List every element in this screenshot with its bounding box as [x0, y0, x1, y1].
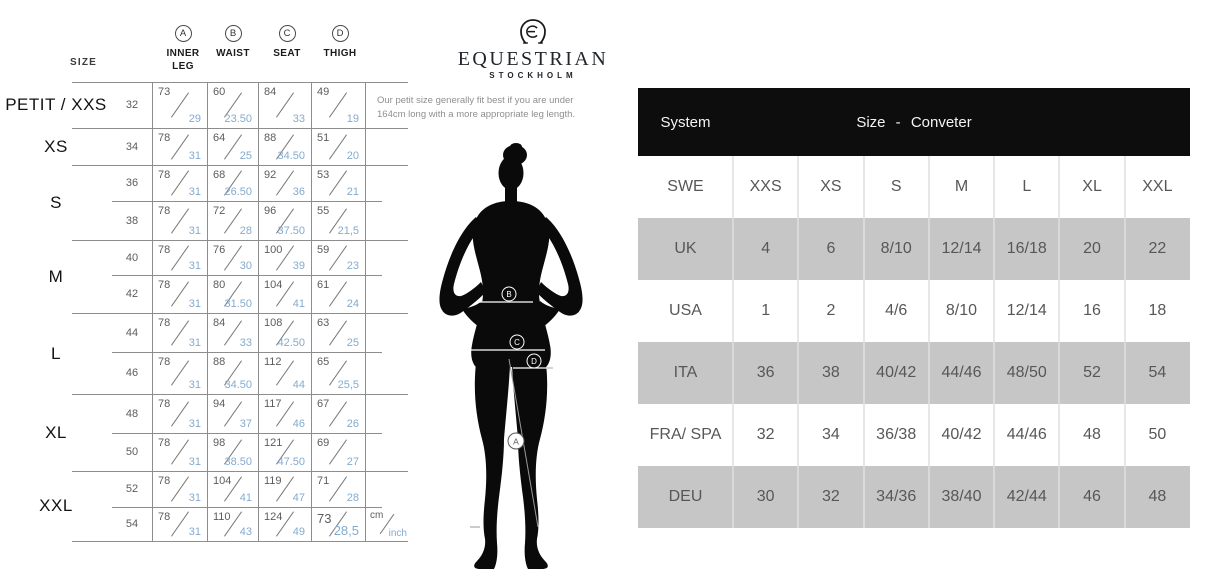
inch-value: 34.50 [224, 379, 252, 391]
grid-vline [365, 82, 366, 541]
converter-value: 4/6 [885, 302, 908, 319]
cm-value: 121 [264, 437, 283, 449]
inch-value: 25 [239, 150, 252, 162]
horseshoe-e-icon [519, 18, 547, 46]
measurement-cell [311, 165, 365, 201]
fraction-slash [170, 320, 188, 345]
inch-value: 26.50 [224, 186, 252, 198]
column-letter-badge: D [332, 25, 349, 42]
fraction-slash [275, 170, 293, 195]
cm-value: 73 [317, 511, 332, 526]
cm-value: 51 [317, 132, 330, 144]
converter-value: 40/42 [876, 364, 917, 381]
measurement-cell [258, 433, 311, 471]
measurement-cell [311, 471, 365, 507]
inch-value: 36 [292, 186, 305, 198]
inch-value: 33 [292, 113, 305, 125]
converter-value: 32 [822, 488, 840, 505]
converter-value: 50 [1148, 426, 1167, 443]
cm-value: 78 [158, 279, 171, 291]
inch-value: 31 [188, 526, 201, 538]
measurement-cell [258, 165, 311, 201]
petit-size-note: Our petit size generally fit best if you are under 164cm long with a more appropriate leg length. [377, 95, 576, 120]
measurement-cell [152, 275, 207, 313]
cm-value: 78 [158, 356, 171, 368]
cm-value: 71 [317, 475, 330, 487]
inch-value: 30 [239, 260, 252, 272]
system-label: SWE [667, 178, 704, 195]
converter-row [638, 342, 1190, 404]
numeric-size: 44 [125, 326, 139, 339]
measurement-cell [258, 128, 311, 165]
measurement-cell [258, 275, 311, 313]
measurement-cell [258, 240, 311, 275]
converter-value: 48 [1148, 488, 1167, 505]
cm-value: 73 [158, 86, 171, 98]
measurement-cell [311, 352, 365, 394]
numeric-size: 40 [125, 251, 139, 264]
cm-value: 92 [264, 169, 277, 181]
fraction-slash [170, 170, 188, 195]
size-column-title: SIZE [70, 57, 98, 68]
converter-value: XXS [749, 178, 782, 195]
cm-value: 124 [264, 511, 283, 523]
inch-value: 39 [292, 260, 305, 272]
measurement-cell [258, 507, 311, 541]
inch-value: 31 [188, 150, 201, 162]
fraction-slash [329, 476, 347, 501]
inch-value: 31 [188, 260, 201, 272]
fraction-slash [329, 134, 347, 159]
inch-value: 21,5 [337, 225, 359, 237]
column-label: SEAT [273, 48, 301, 59]
unit-cm-label: cm [370, 510, 384, 521]
inch-value: 21 [346, 186, 359, 198]
inch-value: 41 [239, 492, 252, 504]
inch-value: 37.50 [277, 225, 305, 237]
cm-value: 112 [264, 356, 282, 368]
fraction-slash [329, 245, 347, 270]
cm-value: 84 [264, 86, 277, 98]
measurement-cell [207, 433, 258, 471]
column-letter-badge: C [279, 25, 296, 42]
cm-value: 67 [317, 398, 330, 410]
measurement-cell [207, 240, 258, 275]
measurement-cell [207, 394, 258, 433]
converter-value: 34/36 [876, 488, 917, 505]
converter-value: 1 [761, 302, 771, 319]
inch-value: 26 [346, 418, 359, 430]
measurement-cell [207, 507, 258, 541]
inch-value: 47.50 [277, 456, 305, 468]
cm-value: 72 [213, 205, 226, 217]
cm-value: 53 [317, 169, 330, 181]
numeric-size: 34 [125, 140, 139, 153]
measurement-cell [207, 471, 258, 507]
cm-value: 104 [213, 475, 232, 487]
inch-value: 31 [188, 456, 201, 468]
measurement-cell [152, 394, 207, 433]
inch-value: 25 [346, 337, 359, 349]
fraction-slash [329, 170, 347, 195]
marker-b-letter: B [506, 290, 512, 299]
column-label: INNER LEG [166, 48, 200, 72]
fraction-slash [170, 476, 188, 501]
size-group-label: XXL [39, 496, 73, 515]
inch-value: 28 [346, 492, 359, 504]
converter-value: 16 [1083, 302, 1101, 319]
converter-value: 38/40 [941, 488, 982, 505]
measurement-cell [152, 128, 207, 165]
converter-value: 52 [1083, 364, 1101, 381]
measurement-cell [152, 471, 207, 507]
cm-value: 64 [213, 132, 226, 144]
measurement-cell [311, 201, 365, 240]
converter-value: 22 [1148, 240, 1167, 257]
fraction-slash [329, 92, 347, 117]
fraction-slash [170, 208, 188, 233]
converter-value: 42/44 [1006, 488, 1047, 505]
measurement-cell [207, 128, 258, 165]
converter-value: L [1022, 178, 1032, 195]
inch-value: 37 [239, 418, 252, 430]
inch-value: 43 [239, 526, 252, 538]
measurement-cell [258, 201, 311, 240]
numeric-size: 52 [125, 483, 139, 495]
measurement-cell [207, 352, 258, 394]
inch-value: 24 [346, 298, 359, 310]
inch-value: 25,5 [337, 379, 359, 391]
converter-value: 36/38 [876, 426, 917, 443]
numeric-size: 48 [125, 407, 139, 420]
measurement-cell [258, 394, 311, 433]
measurement-cell [207, 165, 258, 201]
converter-value: 16/18 [1006, 240, 1047, 257]
converter-value: 38 [822, 364, 840, 381]
converter-value: 48 [1083, 426, 1101, 443]
cm-value: 78 [158, 205, 171, 217]
converter-value: 54 [1148, 364, 1167, 381]
size-group-label: XS [44, 136, 68, 156]
fraction-slash [329, 320, 347, 345]
converter-value: 6 [826, 240, 836, 257]
inch-value: 29 [188, 113, 201, 125]
converter-header-bar [638, 88, 1190, 156]
converter-system-heading: System [660, 113, 711, 131]
converter-value: 20 [1083, 240, 1101, 257]
inch-value: 44 [292, 379, 305, 391]
cm-value: 65 [317, 356, 330, 368]
cm-value: 49 [317, 86, 330, 98]
measurement-cell [258, 471, 311, 507]
measurement-cell [258, 82, 311, 128]
cm-value: 100 [264, 244, 283, 256]
cm-value: 78 [158, 169, 171, 181]
cm-value: 78 [158, 244, 171, 256]
measurement-cell [311, 82, 365, 128]
numeric-size: 46 [125, 367, 139, 379]
converter-value: 4 [761, 240, 771, 257]
cm-value: 108 [264, 317, 283, 329]
column-letter-badge: A [175, 25, 192, 42]
cm-value: 96 [264, 205, 277, 217]
cm-value: 94 [213, 398, 226, 410]
fraction-slash [170, 92, 188, 117]
cm-value: 69 [317, 437, 330, 449]
size-group-label: XL [45, 422, 67, 442]
converter-value: S [890, 178, 902, 195]
inch-value: 31 [188, 186, 201, 198]
cm-value: 84 [213, 317, 226, 329]
cm-value: 61 [317, 279, 330, 291]
fraction-slash [170, 245, 188, 270]
unit-legend-cell [365, 507, 409, 541]
converter-value: 44/46 [941, 364, 982, 381]
measurement-cell [207, 82, 258, 128]
converter-value: M [954, 178, 969, 195]
column-label: THIGH [323, 48, 357, 59]
cm-value: 110 [213, 511, 231, 523]
cm-value: 59 [317, 244, 330, 256]
converter-value: 8/10 [945, 302, 978, 319]
converter-value: 40/42 [941, 426, 982, 443]
numeric-size: 54 [125, 518, 139, 530]
inch-value: 31 [188, 492, 201, 504]
measurement-cell [207, 201, 258, 240]
fraction-slash [170, 511, 188, 536]
converter-value: 32 [756, 426, 775, 443]
converter-value: 12/14 [941, 240, 982, 257]
column-letter-badge: B [225, 25, 242, 42]
measurement-cell [152, 352, 207, 394]
measurement-cell [152, 201, 207, 240]
converter-value: XS [820, 178, 842, 195]
cm-value: 117 [264, 398, 282, 410]
measurement-cell [152, 240, 207, 275]
converter-value: XXL [1142, 178, 1173, 195]
numeric-size: 42 [125, 288, 139, 300]
inch-value: 46 [292, 418, 305, 430]
inch-value: 20 [346, 150, 359, 162]
converter-value: 2 [826, 302, 836, 319]
inch-value: 41 [292, 298, 305, 310]
measurement-cell [311, 128, 365, 165]
converter-value: 44/46 [1006, 426, 1047, 443]
inch-value: 19 [346, 113, 359, 125]
converter-value: 8/10 [880, 240, 912, 257]
inch-value: 33 [239, 337, 252, 349]
cm-value: 80 [213, 279, 226, 291]
inch-value: 31 [188, 418, 201, 430]
converter-row [638, 280, 1190, 342]
measurement-cell [207, 313, 258, 352]
inch-value: 31 [188, 379, 201, 391]
inch-value: 49 [292, 526, 305, 538]
inch-value: 31 [188, 298, 201, 310]
measurement-cell [152, 82, 207, 128]
converter-value: 46 [1083, 488, 1101, 505]
measurement-cell [258, 352, 311, 394]
fraction-slash [329, 439, 347, 464]
size-group-label: M [48, 266, 64, 286]
inch-value: 34.50 [277, 150, 305, 162]
numeric-size: 32 [125, 99, 139, 111]
numeric-size: 36 [125, 177, 139, 189]
inch-value: 23 [346, 260, 359, 272]
cm-value: 68 [213, 169, 226, 181]
measurement-cell [311, 275, 365, 313]
fraction-slash [170, 401, 188, 426]
measurement-cell [152, 313, 207, 352]
cm-value: 104 [264, 279, 283, 291]
cm-value: 78 [158, 511, 171, 523]
measurement-cell [311, 433, 365, 471]
inch-value: 31.50 [224, 298, 252, 310]
cm-value: 119 [264, 475, 282, 487]
system-label: USA [669, 302, 702, 319]
measurement-cell [152, 165, 207, 201]
fraction-slash [170, 134, 188, 159]
fraction-slash [329, 401, 347, 426]
numeric-size: 38 [125, 214, 139, 227]
cm-value: 98 [213, 437, 226, 449]
size-group-label: L [51, 343, 61, 363]
cm-value: 78 [158, 132, 171, 144]
converter-value: 34 [822, 426, 840, 443]
fraction-slash [170, 360, 188, 385]
silhouette-shapes [439, 143, 582, 569]
cm-value: 78 [158, 317, 171, 329]
measurement-cell [311, 313, 365, 352]
inch-value: 28,5 [333, 523, 359, 538]
cm-value: 76 [213, 244, 226, 256]
fraction-slash [170, 439, 188, 464]
marker-c-letter: C [514, 338, 520, 347]
converter-row [638, 466, 1190, 528]
fraction-slash [329, 281, 347, 306]
fraction-slash [275, 92, 293, 117]
converter-value: 18 [1148, 302, 1167, 319]
cm-value: 55 [317, 205, 330, 217]
system-label: ITA [673, 364, 698, 381]
converter-value: XL [1082, 178, 1102, 195]
grid-hline-major [72, 541, 408, 542]
measurement-cell [152, 507, 207, 541]
converter-value: 48/50 [1006, 364, 1047, 381]
system-label: UK [674, 240, 697, 257]
marker-a [508, 433, 524, 449]
cm-value: 88 [213, 356, 226, 368]
system-label: FRA/ SPA [649, 426, 722, 443]
measurement-cell [311, 507, 365, 541]
measurement-cell [207, 275, 258, 313]
cm-value: 78 [158, 398, 171, 410]
inch-value: 23.50 [224, 113, 252, 125]
fraction-slash [170, 281, 188, 306]
measurement-cell [152, 433, 207, 471]
converter-row [638, 404, 1190, 466]
converter-value: 36 [756, 364, 775, 381]
body-silhouette-figure [430, 143, 590, 575]
system-label: DEU [668, 488, 703, 505]
cm-value: 88 [264, 132, 277, 144]
converter-row [638, 218, 1190, 280]
measurement-cell [258, 313, 311, 352]
cm-value: 78 [158, 475, 171, 487]
measurement-cell [311, 240, 365, 275]
size-group-label: S [50, 192, 62, 212]
numeric-size: 50 [125, 446, 139, 458]
unit-inch-label: inch [388, 528, 407, 539]
cm-value: 78 [158, 437, 171, 449]
converter-row [638, 156, 1190, 218]
inch-value: 38.50 [224, 456, 252, 468]
inch-value: 31 [188, 337, 201, 349]
inch-value: 28 [239, 225, 252, 237]
inch-value: 47 [292, 492, 305, 504]
inch-value: 27 [346, 456, 359, 468]
brand-name: EQUESTRIAN [457, 48, 609, 70]
inch-value: 42.50 [277, 337, 305, 349]
size-group-label: PETIT / XXS [5, 95, 107, 114]
converter-value: 12/14 [1006, 302, 1047, 319]
converter-title: Size - Conveter [856, 113, 972, 131]
inch-value: 31 [188, 225, 201, 237]
brand-subtitle: STOCKHOLM [489, 71, 577, 80]
column-label: WAIST [216, 48, 250, 59]
measurement-cell [311, 394, 365, 433]
cm-value: 63 [317, 317, 330, 329]
cm-value: 60 [213, 86, 226, 98]
converter-value: 30 [756, 488, 775, 505]
marker-d-letter: D [531, 357, 537, 366]
marker-a-letter: A [513, 436, 519, 447]
